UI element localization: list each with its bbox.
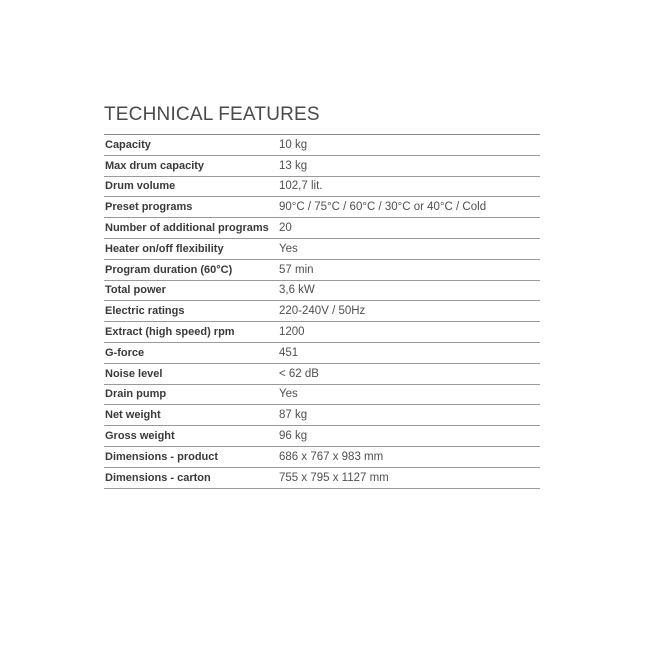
table-row <box>104 426 540 447</box>
spec-value-preset-programs: 90°C / 75°C / 60°C / 30°C or 40°C / Cold <box>279 201 487 214</box>
spec-label-capacity: Capacity <box>105 138 151 151</box>
spec-label-max-drum-capacity: Max drum capacity <box>105 159 205 172</box>
spec-value-drum-volume: 102,7 lit. <box>279 180 323 193</box>
spec-value-capacity: 10 kg <box>279 138 308 151</box>
spec-label-net-weight: Net weight <box>105 409 161 422</box>
technical-features-section <box>104 104 540 489</box>
spec-value-noise-level: < 62 dB <box>279 367 319 380</box>
table-row <box>104 135 540 156</box>
spec-value-max-drum-capacity: 13 kg <box>279 159 308 172</box>
spec-value-total-power: 3,6 kW <box>279 284 315 297</box>
spec-value-program-duration: 57 min <box>279 263 314 276</box>
spec-label-drain-pump: Drain pump <box>105 388 167 401</box>
spec-value-additional-programs: 20 <box>279 222 292 235</box>
table-row <box>104 239 540 260</box>
spec-label-heater-flexibility: Heater on/off flexibility <box>105 242 224 255</box>
spec-value-drain-pump: Yes <box>279 388 298 401</box>
table-row <box>104 177 540 198</box>
table-row <box>104 260 540 281</box>
spec-label-dimensions-carton: Dimensions - carton <box>105 471 211 484</box>
spec-value-electric-ratings: 220-240V / 50Hz <box>279 305 366 318</box>
spec-label-dimensions-product: Dimensions - product <box>105 450 219 463</box>
table-row <box>104 405 540 426</box>
spec-value-heater-flexibility: Yes <box>279 242 298 255</box>
table-row <box>104 447 540 468</box>
spec-label-preset-programs: Preset programs <box>105 201 193 214</box>
spec-table <box>104 134 540 489</box>
spec-label-gross-weight: Gross weight <box>105 430 175 443</box>
section-title: TECHNICAL FEATURES <box>104 104 320 125</box>
spec-label-program-duration: Program duration (60°C) <box>105 263 233 276</box>
spec-label-total-power: Total power <box>105 284 166 297</box>
spec-label-electric-ratings: Electric ratings <box>105 305 185 318</box>
table-row <box>104 301 540 322</box>
table-row <box>104 156 540 177</box>
table-row <box>104 385 540 406</box>
table-row <box>104 322 540 343</box>
spec-value-g-force: 451 <box>279 346 299 359</box>
spec-value-net-weight: 87 kg <box>279 409 308 422</box>
spec-label-extract-rpm: Extract (high speed) rpm <box>105 326 235 339</box>
spec-label-noise-level: Noise level <box>105 367 163 380</box>
table-row <box>104 197 540 218</box>
spec-label-g-force: G-force <box>105 346 145 359</box>
table-row <box>104 281 540 302</box>
table-row <box>104 468 540 489</box>
spec-value-dimensions-product: 686 x 767 x 983 mm <box>279 450 384 463</box>
table-row <box>104 364 540 385</box>
spec-value-gross-weight: 96 kg <box>279 430 308 443</box>
table-row <box>104 343 540 364</box>
spec-label-additional-programs: Number of additional programs <box>105 222 269 235</box>
spec-value-dimensions-carton: 755 x 795 x 1127 mm <box>279 471 389 484</box>
spec-value-extract-rpm: 1200 <box>279 326 305 339</box>
spec-label-drum-volume: Drum volume <box>105 180 176 193</box>
table-row <box>104 218 540 239</box>
